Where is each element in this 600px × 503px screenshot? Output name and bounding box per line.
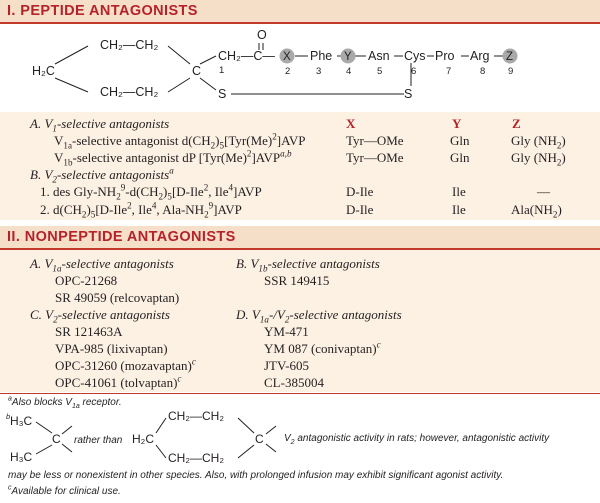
row-v1a-x: Tyr—OMe: [346, 133, 404, 148]
pos-2: 2: [285, 66, 291, 77]
struct-sulfur-left: S: [218, 87, 227, 101]
peptide-structure-diagram: [0, 24, 600, 110]
row-v2-1-z: —: [537, 184, 550, 199]
pos-1: 1: [219, 65, 225, 76]
row-v2-2-y: Ile: [452, 202, 466, 217]
section-title: II. NONPEPTIDE ANTAGONISTS: [7, 229, 236, 245]
np-v1a-item-1: OPC-21268: [55, 273, 118, 288]
peptide-row-v2-2: 2. $d(CH_2)_5[D-Ile^2$, Ile$^4$, Ala-$NH_2^9]AVP$: [40, 200, 242, 220]
struct-c: C: [192, 64, 202, 78]
struct-phe: Phe: [310, 49, 333, 63]
np-v1a-v2-item-2: YM 087 (conivaptan)$^c$: [264, 339, 381, 356]
np-v1a-heading: A. $V_{1a}$-selective antagonists: [30, 256, 174, 274]
pos-7: 7: [446, 66, 452, 77]
struct-h2c: H₂C: [32, 64, 55, 78]
v1-heading: A. $V_1$-selective antagonists: [30, 116, 170, 134]
fn-h3c-bottom: H₃C: [10, 450, 33, 464]
row-v1a-z: Gly $(NH_2)$: [511, 133, 566, 151]
footnote-a: $^a$Also blocks $V_{1a}$ receptor.: [8, 395, 122, 410]
fn-ch2-top: CH₂—CH₂: [168, 409, 224, 423]
np-v1a-v2-item-3: JTV-605: [264, 358, 310, 373]
pos-9: 9: [508, 66, 514, 77]
np-v2-heading: C. $V_2$-selective antagonists: [30, 307, 170, 325]
col-header-z: Z: [512, 116, 521, 131]
peptide-row-v1a: $V_{1a}$-selective antagonist $d(CH_2)_5[Tyr(Me)^2]AVP$: [54, 131, 306, 151]
v2-heading: B. $V_2$-selective antagonists$^a$: [30, 165, 174, 185]
col-header-y: Y: [452, 116, 462, 131]
fn-c-right: C: [255, 432, 264, 446]
struct-ch2-bottom: CH₂—CH₂: [100, 85, 159, 99]
peptide-row-v2-1: 1. des Gly-$NH_2^9-d(CH_2)_5[D-Ile^2$, Ile$^4$]AVP: [40, 182, 262, 202]
footnote-c: $^c$Available for clinical use.: [8, 484, 121, 497]
section-header-nonpeptide: [0, 226, 600, 250]
footnote-b-mark: b: [6, 412, 11, 421]
np-v1b-heading: B. $V_{1b}$-selective antagonists: [236, 256, 380, 274]
pos-8: 8: [480, 66, 486, 77]
row-v1a-y: Gln: [450, 133, 470, 148]
row-v2-2-z: $Ala(NH_2)$: [511, 202, 562, 220]
row-v2-1-y: Ile: [452, 184, 466, 199]
np-v2-item-3: OPC-31260 (mozavaptan)$^c$: [55, 356, 196, 373]
row-v2-2-x: D-Ile: [346, 202, 374, 217]
col-header-x: X: [346, 116, 356, 131]
struct-arg: Arg: [470, 49, 490, 63]
fn-h3c-top: H₃C: [10, 414, 33, 428]
peptide-row-v1b: $V_{1b}$-selective antagonist dP $[Tyr(Me)^2]AVP^{a,b}$: [54, 148, 292, 168]
pos-4: 4: [346, 66, 352, 77]
struct-ch2c: CH₂—C—: [218, 49, 275, 63]
pos-5: 5: [377, 66, 383, 77]
struct-pro: Pro: [435, 49, 455, 63]
struct-y: Y: [344, 51, 352, 63]
np-v1b-item-1: SSR 149415: [264, 273, 330, 288]
struct-ch2-top: CH₂—CH₂: [100, 38, 159, 52]
footnote-b-text: $V_2$ antagonistic activity in rats; however, antagonistic activity: [284, 433, 550, 446]
struct-asn: Asn: [368, 49, 390, 63]
fn-ch2-bottom: CH₂—CH₂: [168, 451, 224, 465]
row-v2-1-x: D-Ile: [346, 184, 374, 199]
section-title: I. PEPTIDE ANTAGONISTS: [7, 3, 198, 19]
struct-x: X: [283, 51, 291, 63]
fn-h2c: H₂C: [132, 432, 154, 446]
fn-c-left: C: [52, 432, 61, 446]
section-header-peptide: [0, 0, 600, 24]
np-v1a-v2-heading: D. $V_{1a}-/V_2$-selective antagonists: [236, 307, 402, 325]
np-v1a-item-2: SR 49059 (relcovaptan): [55, 290, 180, 305]
row-v1b-z: Gly $(NH_2)$: [511, 150, 566, 168]
struct-z: Z: [506, 51, 514, 63]
row-v1b-y: Gln: [450, 150, 470, 165]
np-v2-item-1: SR 121463A: [55, 324, 123, 339]
row-v1b-x: Tyr—OMe: [346, 150, 404, 165]
pos-6: 6: [411, 66, 417, 77]
fn-rather-than: rather than: [74, 435, 123, 446]
footnote-b-line2: may be less or nonexistent in other species. Also, with prolonged infusion may exhibit significant agonist activity.: [8, 470, 504, 481]
np-v2-item-2: VPA-985 (lixivaptan): [55, 341, 168, 356]
footnote-divider: [0, 393, 600, 394]
np-v2-item-4: OPC-41061 (tolvaptan)$^c$: [55, 373, 182, 390]
struct-sulfur-right: S: [404, 87, 413, 101]
pos-3: 3: [316, 66, 322, 77]
np-v1a-v2-item-1: YM-471: [264, 324, 309, 339]
struct-cys: Cys: [404, 49, 426, 63]
struct-oxygen: O: [257, 28, 267, 42]
np-v1a-v2-item-4: CL-385004: [264, 375, 324, 390]
